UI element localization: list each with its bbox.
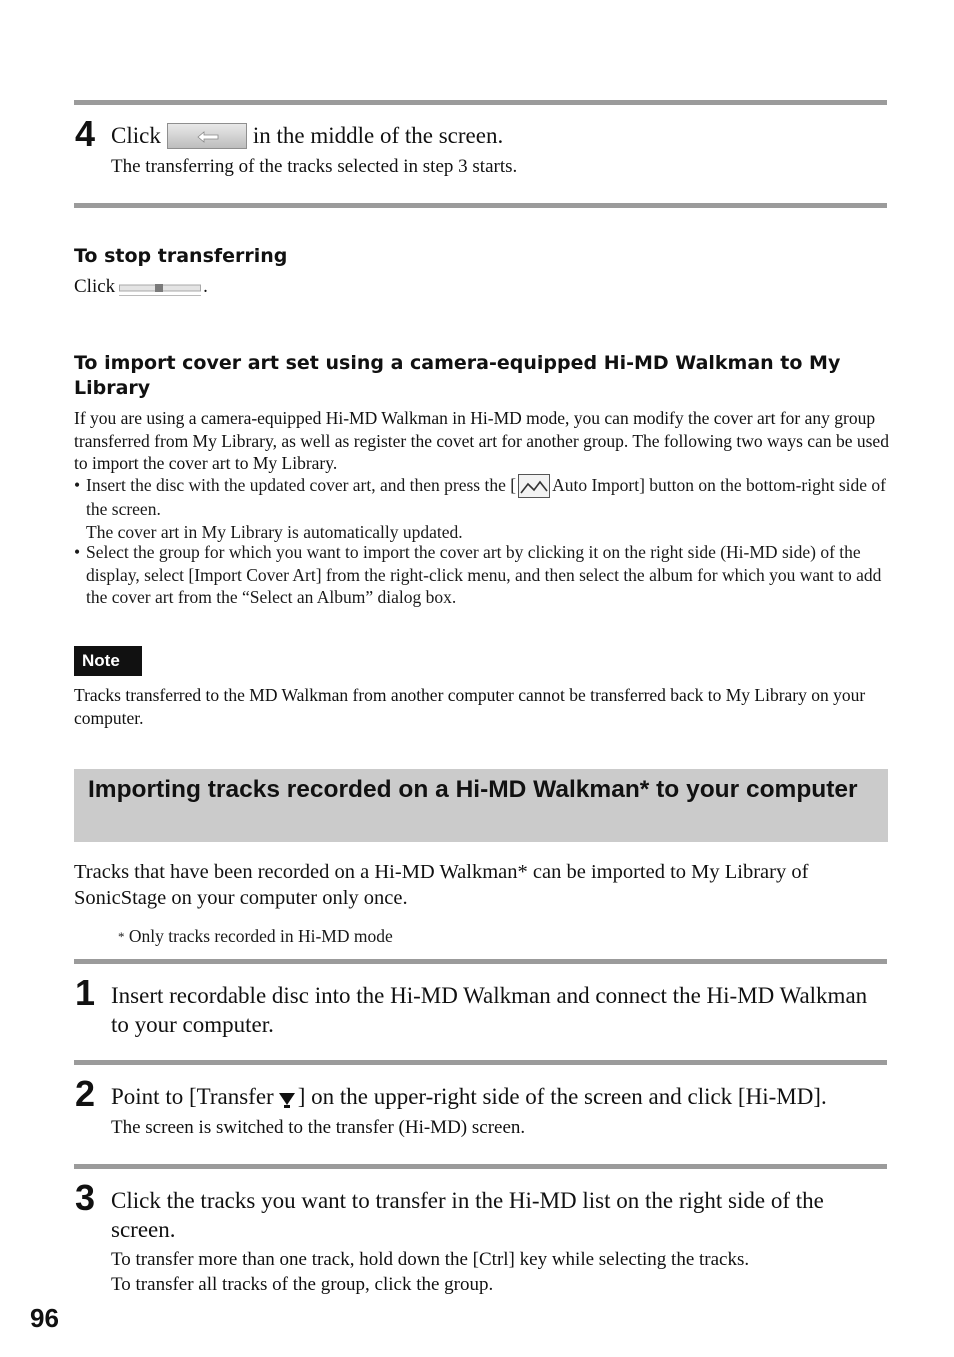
cover-art-paragraph: If you are using a camera-equipped Hi-MD Walkman in Hi-MD mode, you can modify the cover art for any group transferred from My Library, as well as register the covet art for another group. The following two ways can be used to import the cover art to My Library. [74, 408, 889, 473]
step-1-number: 1 [75, 972, 96, 1013]
step-2-text-after: ] on the upper-right side of the screen and click [Hi-MD]. [297, 1084, 827, 1109]
step-4-instruction [111, 121, 503, 150]
bullet-1-text-after: Auto Import] button on the bottom-right side of the screen. [86, 475, 886, 519]
period: . [203, 276, 208, 297]
cover-art-bullet-2 [74, 541, 889, 609]
cover-art-heading: To import cover art set using a camera-equipped Hi-MD Walkman to My Library [74, 352, 841, 399]
step-2-top-divider [74, 1060, 887, 1065]
click-word: Click [74, 276, 116, 297]
dropdown-triangle-icon [278, 1086, 296, 1115]
bullet-dot: • [74, 542, 81, 562]
section-header-box [74, 769, 888, 842]
bullet-dot: • [74, 475, 81, 495]
footnote-text: Only tracks recorded in Hi-MD mode [128, 926, 393, 946]
step-3-instruction: Click the tracks you want to transfer in the Hi-MD list on the right side of the screen. [111, 1188, 824, 1242]
top-divider [74, 100, 887, 105]
step-1-instruction: Insert recordable disc into the Hi-MD Walkman and connect the Hi-MD Walkman to your computer. [111, 983, 868, 1037]
step-4-instruction-rest: in the middle of the screen. [252, 123, 504, 148]
bullet-1-text-before: Insert the disc with the updated cover art, and then press the [ [86, 475, 517, 495]
page-number: 96 [30, 1303, 59, 1333]
note-label: Note [74, 646, 142, 676]
step-1-top-divider [74, 959, 887, 964]
step-3-detail-1: To transfer more than one track, hold down the [Ctrl] key while selecting the tracks. [111, 1249, 750, 1270]
section-intro: Tracks that have been recorded on a Hi-MD Walkman* can be imported to My Library of SonicStage on your computer only once. [74, 861, 809, 909]
section-title: Importing tracks recorded on a Hi-MD Walkman* to your computer [88, 776, 858, 803]
transfer-arrow-button-icon [167, 123, 247, 149]
step-2-text-before: Point to [Transfer [111, 1084, 274, 1109]
step-2-instruction [111, 1082, 901, 1115]
stop-transferring-heading: To stop transferring [74, 245, 288, 267]
bullet-1-subtext: The cover art in My Library is automatically updated. [86, 521, 463, 542]
step-4-number: 4 [75, 113, 96, 154]
footnote-mark: * [118, 929, 125, 944]
stop-button-icon [119, 279, 201, 297]
note-text: Tracks transferred to the MD Walkman from another computer cannot be transferred back to My Library on your computer. [74, 685, 866, 728]
step-3-detail-2: To transfer all tracks of the group, click the group. [111, 1274, 494, 1295]
bullet-2-text: Select the group for which you want to import the cover art by clicking it on the right side (Hi-MD side) of the display, select [Import Cover Art] from the right-click menu, and then select the album for which you want to add the cover art from the “Select an Album” dialog box. [86, 542, 882, 607]
step-3-top-divider [74, 1164, 887, 1169]
step-4-bottom-divider [74, 203, 887, 208]
step-3-number: 3 [75, 1177, 96, 1218]
footnote [118, 925, 393, 948]
auto-import-image-icon [518, 474, 550, 498]
step-2-detail: The screen is switched to the transfer (Hi-MD) screen. [111, 1117, 526, 1138]
click-word: Click [111, 123, 161, 148]
stop-transferring-text [74, 276, 889, 299]
step-4-detail: The transferring of the tracks selected in step 3 starts. [111, 156, 518, 177]
cover-art-bullet-1 [74, 474, 889, 543]
step-2-number: 2 [75, 1073, 96, 1114]
